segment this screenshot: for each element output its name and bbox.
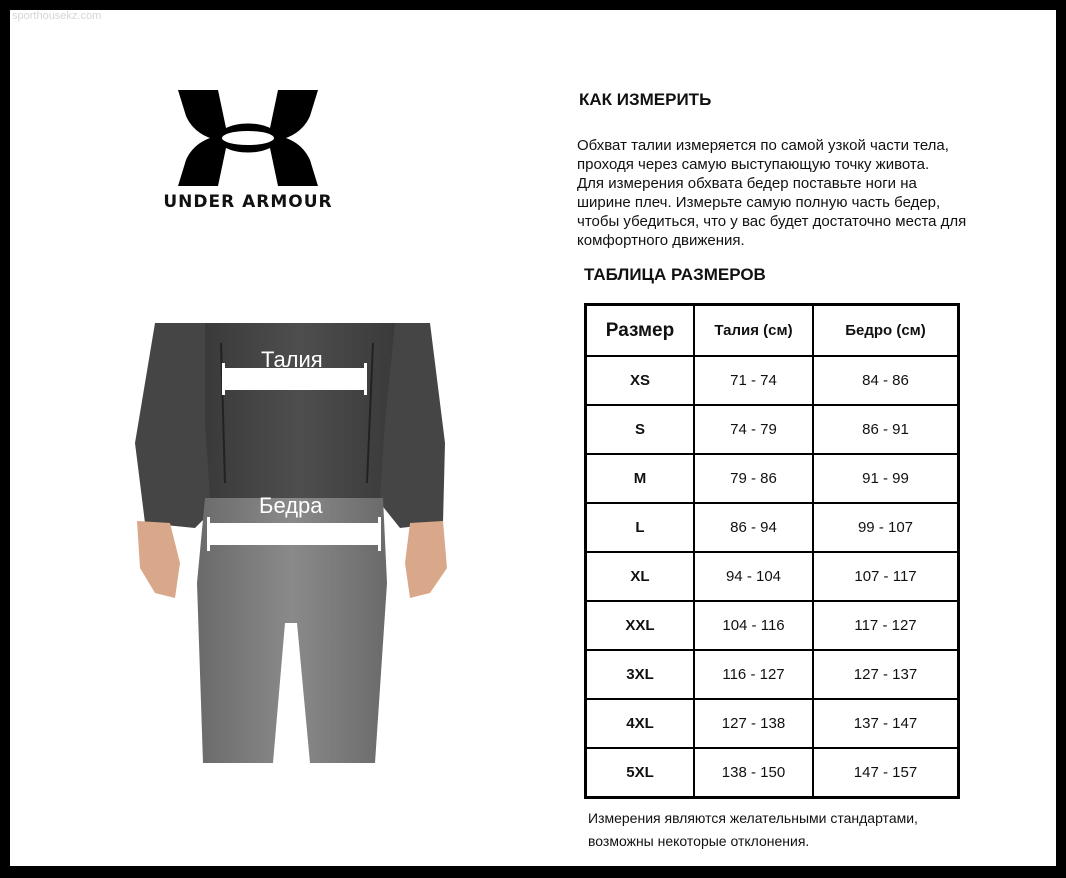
howto-line: Обхват талии измеряется по самой узкой части тела, xyxy=(577,137,949,154)
table-row xyxy=(586,748,959,798)
table-row xyxy=(586,405,959,454)
size-cell: XXL xyxy=(586,601,695,650)
size-cell: 5XL xyxy=(586,748,695,798)
column-header-size: Размер xyxy=(586,305,695,357)
how-to-measure-heading: КАК ИЗМЕРИТЬ xyxy=(579,90,712,109)
footnote-line: возможны некоторые отклонения. xyxy=(588,833,810,849)
hips-cell: 107 - 117 xyxy=(813,552,959,601)
hips-cell: 91 - 99 xyxy=(813,454,959,503)
size-cell: 4XL xyxy=(586,699,695,748)
size-table-body xyxy=(586,356,959,798)
how-to-measure-text xyxy=(577,136,1027,250)
footnote xyxy=(588,807,918,853)
waist-label: Талия xyxy=(261,347,323,372)
table-row xyxy=(586,699,959,748)
footnote-line: Измерения являются желательными стандартами, xyxy=(588,810,918,826)
watermark: sporthousekz.com xyxy=(12,10,102,22)
table-row xyxy=(586,601,959,650)
waist-cell: 86 - 94 xyxy=(694,503,813,552)
hips-cell: 84 - 86 xyxy=(813,356,959,405)
waist-cell: 71 - 74 xyxy=(694,356,813,405)
howto-line: проходя через самую выступающую точку живота. xyxy=(577,156,930,173)
howto-line: Для измерения обхвата бедер поставьте ноги на xyxy=(577,175,917,192)
brand-logo xyxy=(138,88,358,228)
model-illustration xyxy=(125,323,455,763)
hips-cell: 137 - 147 xyxy=(813,699,959,748)
size-cell: M xyxy=(586,454,695,503)
table-header-row xyxy=(586,305,959,357)
hips-cell: 99 - 107 xyxy=(813,503,959,552)
table-row xyxy=(586,552,959,601)
size-cell: XS xyxy=(586,356,695,405)
size-guide-page xyxy=(10,10,1056,866)
size-table-heading: ТАБЛИЦА РАЗМЕРОВ xyxy=(584,265,766,284)
size-cell: XL xyxy=(586,552,695,601)
howto-line: чтобы убедиться, что у вас будет достаточно места для xyxy=(577,213,967,230)
size-cell: L xyxy=(586,503,695,552)
body-measurement-figure xyxy=(125,323,455,763)
hips-cell: 147 - 157 xyxy=(813,748,959,798)
hips-cell: 86 - 91 xyxy=(813,405,959,454)
waist-cell: 104 - 116 xyxy=(694,601,813,650)
hips-cell: 117 - 127 xyxy=(813,601,959,650)
size-cell: 3XL xyxy=(586,650,695,699)
table-row xyxy=(586,503,959,552)
waist-cell: 74 - 79 xyxy=(694,405,813,454)
waist-cell: 94 - 104 xyxy=(694,552,813,601)
hips-cell: 127 - 137 xyxy=(813,650,959,699)
waist-cell: 138 - 150 xyxy=(694,748,813,798)
waist-cell: 79 - 86 xyxy=(694,454,813,503)
brand-logo-mark xyxy=(138,88,358,188)
table-row xyxy=(586,356,959,405)
howto-line: ширине плеч. Измерьте самую полную часть бедер, xyxy=(577,194,941,211)
table-row xyxy=(586,454,959,503)
hips-label: Бедра xyxy=(259,493,323,518)
size-cell: S xyxy=(586,405,695,454)
howto-line: комфортного движения. xyxy=(577,232,745,249)
column-header-hips: Бедро (см) xyxy=(813,305,959,357)
table-row xyxy=(586,650,959,699)
size-table xyxy=(584,303,960,799)
waist-cell: 116 - 127 xyxy=(694,650,813,699)
brand-name: UNDER ARMOUR xyxy=(163,192,333,212)
column-header-waist: Талия (см) xyxy=(694,305,813,357)
waist-cell: 127 - 138 xyxy=(694,699,813,748)
